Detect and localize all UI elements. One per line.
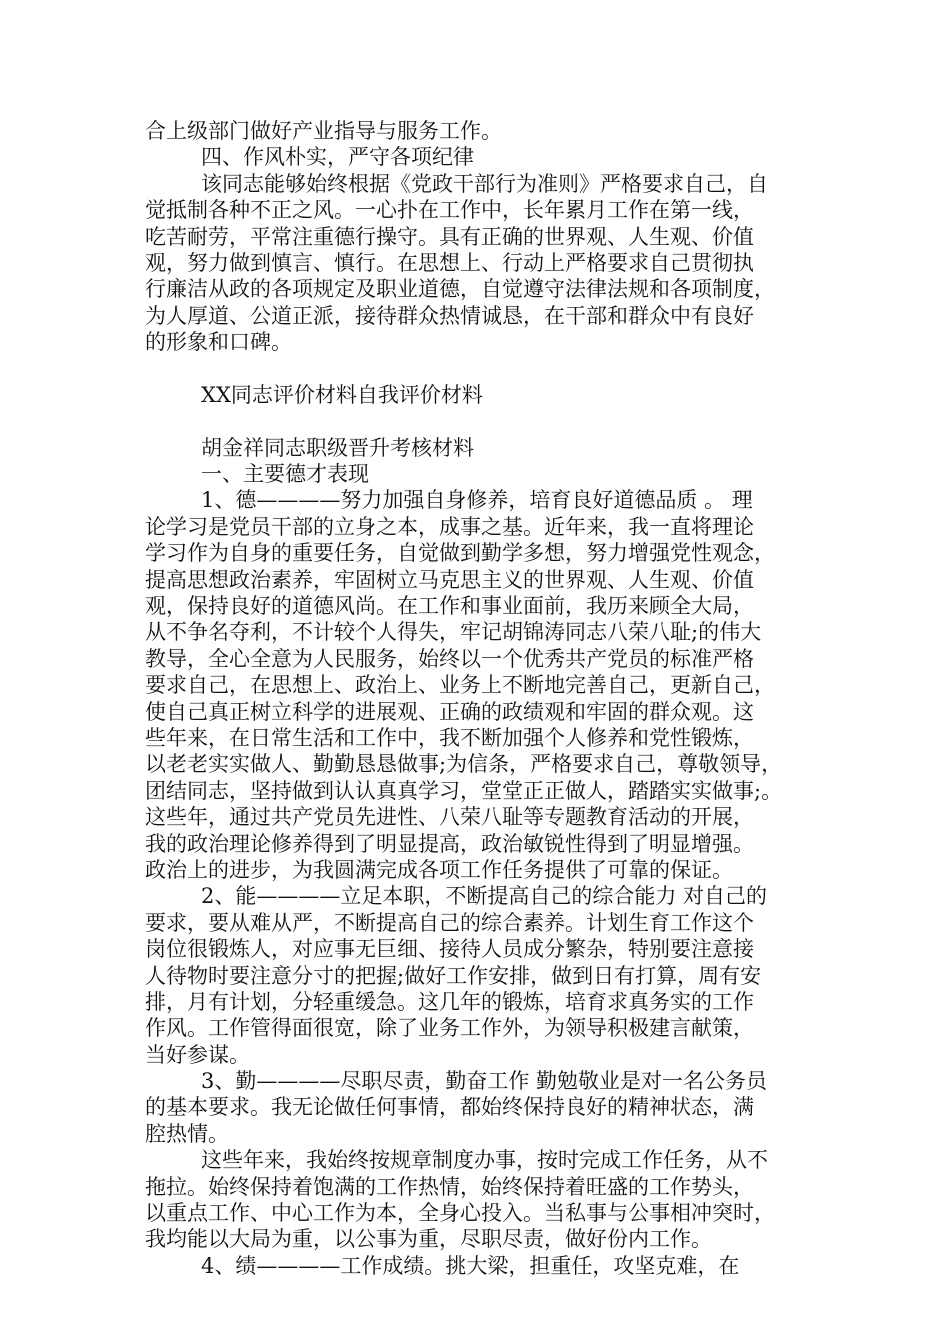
text-line: 观，保持良好的道德风尚。在工作和事业面前，我历来顾全大局， [145,594,754,619]
text-line: 的形象和口碑。 [145,330,292,355]
paragraph-start-line: 4、绩————工作成绩。挑大梁，担重任，攻坚克难，在 [201,1253,740,1278]
paragraph-start-line: 四、作风朴实，严守各项纪律 [201,145,474,170]
text-line: 的基本要求。我无论做任何事情，都始终保持良好的精神状态，满 [145,1095,754,1120]
text-line: 行廉洁从政的各项规定及职业道德，自觉遵守法律法规和各项制度， [145,277,775,302]
text-line: 观，努力做到慎言、慎行。在思想上、行动上严格要求自己贯彻执 [145,250,754,275]
text-line: 我均能以大局为重，以公事为重，尽职尽责，做好份内工作。 [145,1227,712,1252]
paragraph-start-line: 该同志能够始终根据《党政干部行为准则》严格要求自己，自 [201,171,768,196]
paragraph-start-line: 一、主要德才表现 [201,462,369,487]
text-line: 拖拉。始终保持着饱满的工作热情，始终保持着旺盛的工作势头， [145,1174,754,1199]
text-line: 教导，全心全意为人民服务，始终以一个优秀共产党员的标准严格 [145,646,754,671]
text-line: 人待物时要注意分寸的把握;做好工作安排，做到日有打算，周有安 [145,963,762,988]
paragraph-start-line: XX同志评价材料自我评价材料 [201,382,483,407]
text-line: 论学习是党员干部的立身之本，成事之基。近年来，我一直将理论 [145,514,754,539]
text-line: 当好参谋。 [145,1042,250,1067]
text-line: 从不争名夺利，不计较个人得失，牢记胡锦涛同志八荣八耻;的伟大 [145,620,762,645]
text-line: 吃苦耐劳，平常注重德行操守。具有正确的世界观、人生观、价值 [145,224,754,249]
text-line: 要求自己，在思想上、政治上、业务上不断地完善自己，更新自己， [145,673,775,698]
paragraph-start-line: 3、勤————尽职尽责，勤奋工作 勤勉敬业是对一名公务员 [201,1069,768,1094]
text-line: 腔热情。 [145,1121,229,1146]
text-line: 使自己真正树立科学的进展观、正确的政绩观和牢固的群众观。这 [145,699,754,724]
text-line: 岗位很锻炼人，对应事无巨细、接待人员成分繁杂，特别要注意接 [145,937,754,962]
text-line: 学习作为自身的重要任务，自觉做到勤学多想，努力增强党性观念， [145,541,775,566]
text-line: 提高思想政治素养，牢固树立马克思主义的世界观、人生观、价值 [145,567,754,592]
text-line: 要求，要从难从严，不断提高自己的综合素养。计划生育工作这个 [145,910,754,935]
text-line: 团结同志，坚持做到认认真真学习，堂堂正正做人，踏踏实实做事;。 [145,778,783,803]
paragraph-start-line: 胡金祥同志职级晋升考核材料 [201,435,474,460]
text-line: 排，月有计划，分轻重缓急。这几年的锻炼，培育求真务实的工作 [145,989,754,1014]
text-line: 以老老实实做人、勤勤恳恳做事;为信条，严格要求自己，尊敬领导， [145,752,783,777]
text-line: 作风。工作管得面很宽，除了业务工作外，为领导积极建言献策， [145,1016,754,1041]
blank-line [145,408,815,434]
paragraph-start-line: 1、德————努力加强自身修养，培育良好道德品质 。 理 [201,488,753,513]
blank-line [145,356,815,382]
text-line: 政治上的进步，为我圆满完成各项工作任务提供了可靠的保证。 [145,857,733,882]
text-line: 以重点工作、中心工作为本，全身心投入。当私事与公事相冲突时， [145,1201,775,1226]
text-line: 我的政治理论修养得到了明显提高，政治敏锐性得到了明显增强。 [145,831,754,856]
paragraph-start-line: 2、能————立足本职，不断提高自己的综合能力 对自己的 [201,884,768,909]
text-line: 为人厚道、公道正派，接待群众热情诚恳，在干部和群众中有良好 [145,303,754,328]
text-line: 些年来，在日常生活和工作中，我不断加强个人修养和党性锻炼， [145,725,754,750]
paragraph-start-line: 这些年来，我始终按规章制度办事，按时完成工作任务，从不 [201,1148,768,1173]
document-body [145,118,815,1279]
text-line: 合上级部门做好产业指导与服务工作。 [145,119,502,143]
text-line: 觉抵制各种不正之风。一心扑在工作中，长年累月工作在第一线， [145,198,754,223]
text-line: 这些年，通过共产党员先进性、八荣八耻等专题教育活动的开展， [145,805,754,830]
